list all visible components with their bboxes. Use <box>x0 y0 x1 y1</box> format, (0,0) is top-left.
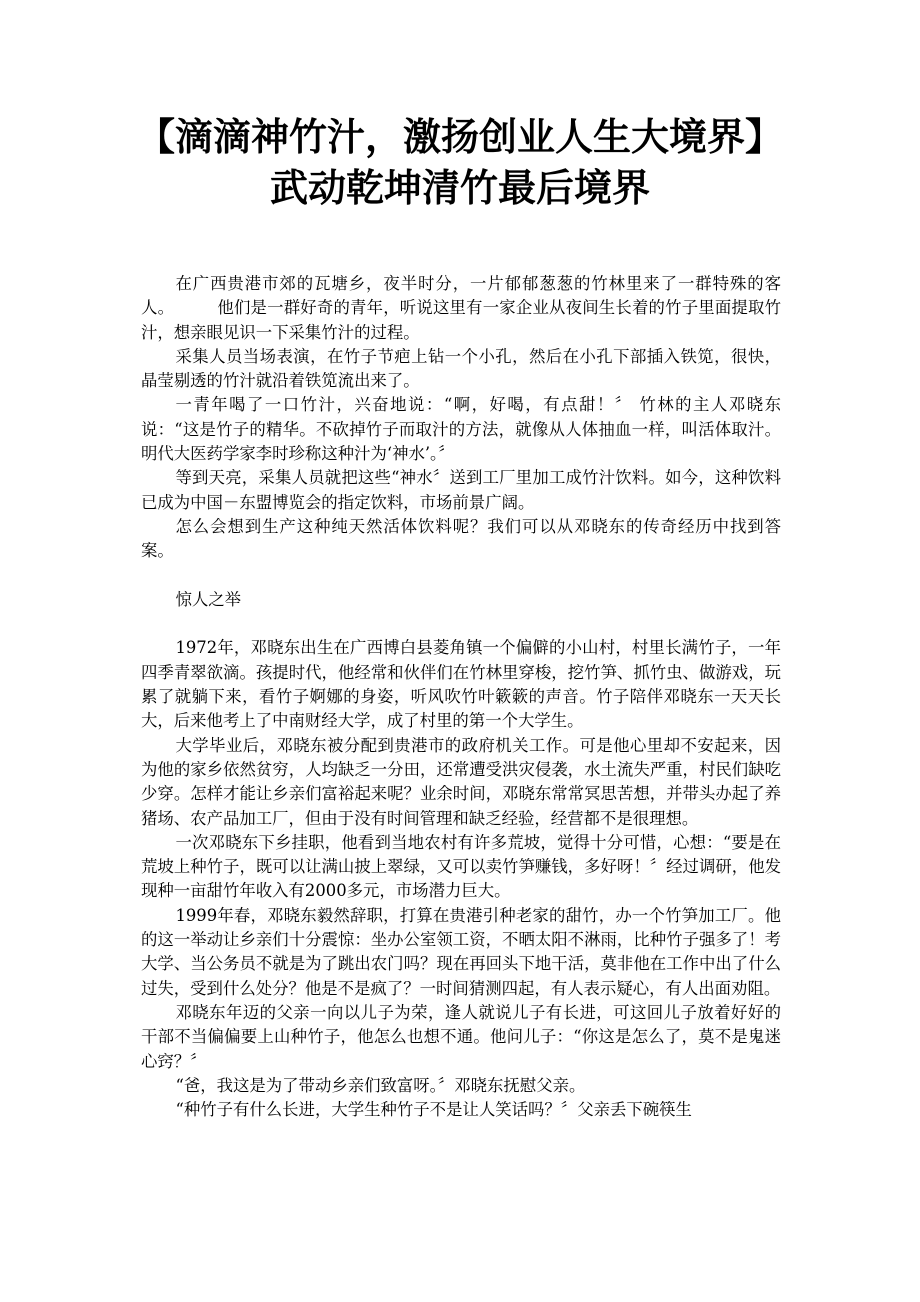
article-body <box>141 272 781 1122</box>
paragraph: 1972年，邓晓东出生在广西博白县菱角镇一个偏僻的小山村，村里长满竹子，一年四季青翠欲滴。孩提时代，他经常和伙伴们在竹林里穿梭，挖竹笋、抓竹虫、做游戏，玩累了就躺下来，看竹子婀娜的身姿，听风吹竹叶簌簌的声音。竹子陪伴邓晓东一天天长大，后来他考上了中南财经大学，成了村里的第一个大学生。 <box>141 638 781 731</box>
paragraph: 1999年春，邓晓东毅然辞职，打算在贵港引种老家的甜竹，办一个竹笋加工厂。他的这一举动让乡亲们十分震惊：坐办公室领工资，不晒太阳不淋雨，比种竹子强多了！考大学、当公务员不就是为了跳出农门吗？现在再回头下地干活，莫非他在工作中出了什么过失，受到什么处分？他是不是疯了？一时间猜测四起，有人表示疑心，有人出面劝阻。 <box>141 905 781 998</box>
paragraph: 一青年喝了一口竹汁，兴奋地说：“啊，好喝，有点甜！〞 竹林的主人邓晓东说：“这是竹子的精华。不砍掉竹子而取汁的方法，就像从人体抽血一样，叫活体取汁。明代大医药学家李时珍称这种汁为‘神水’。〞 <box>141 395 781 464</box>
paragraph: 怎么会想到生产这种纯天然活体饮料呢？我们可以从邓晓东的传奇经历中找到答案。 <box>141 516 781 561</box>
paragraph: 邓晓东年迈的父亲一向以儿子为荣，逢人就说儿子有长进，可这回儿子放着好好的干部不当偏偏要上山种竹子，他怎么也想不通。他问儿子：“你这是怎么了，莫不是鬼迷心窍？〞 <box>141 1002 781 1071</box>
paragraph: 采集人员当场表演，在竹子节疤上钻一个小孔，然后在小孔下部插入铁笕，很快，晶莹剔透的竹汁就沿着铁笕流出来了。 <box>141 346 781 391</box>
title-line-1: 【滴滴神竹汁，激扬创业人生大境界】 <box>136 114 783 159</box>
section-heading: 惊人之举 <box>175 589 241 609</box>
paragraph: 在广西贵港市郊的瓦塘乡，夜半时分，一片郁郁葱葱的竹林里来了一群特殊的客人。 他们是一群好奇的青年，听说这里有一家企业从夜间生长着的竹子里面提取竹汁，想亲眼见识一下采集竹汁的过程。 <box>141 274 781 342</box>
paragraph: 等到天亮，采集人员就把这些“神水〞送到工厂里加工成竹汁饮料。如今，这种饮料已成为中国－东盟博览会的指定饮料，市场前景广阔。 <box>141 468 781 512</box>
paragraph: 大学毕业后，邓晓东被分配到贵港市的政府机关工作。可是他心里却不安起来，因为他的家乡依然贫穷，人均缺乏一分田，还常遭受洪灾侵袭，水土流失严重，村民们缺吃少穿。怎样才能让乡亲们富裕起来呢？业余时间，邓晓东常常冥思苦想，并带头办起了养猪场、农产品加工厂，但由于没有时间管理和缺乏经验，经营都不是很理想。 <box>141 735 781 828</box>
paragraph: 一次邓晓东下乡挂职，他看到当地农村有许多荒坡，觉得十分可惜，心想：“要是在荒坡上种竹子，既可以让满山披上翠绿，又可以卖竹笋赚钱，多好呀！〞经过调研，他发现种一亩甜竹年收入有2000多元，市场潜力巨大。 <box>141 832 781 901</box>
spacer <box>141 612 781 636</box>
title-line-2: 武动乾坤清竹最后境界 <box>269 165 650 210</box>
paragraph: “爸，我这是为了带动乡亲们致富呀。〞邓晓东抚慰父亲。 <box>175 1075 586 1095</box>
spacer <box>141 564 781 588</box>
paragraph: “种竹子有什么长进，大学生种竹子不是让人笑话吗？〞父亲丢下碗筷生 <box>175 1100 692 1120</box>
